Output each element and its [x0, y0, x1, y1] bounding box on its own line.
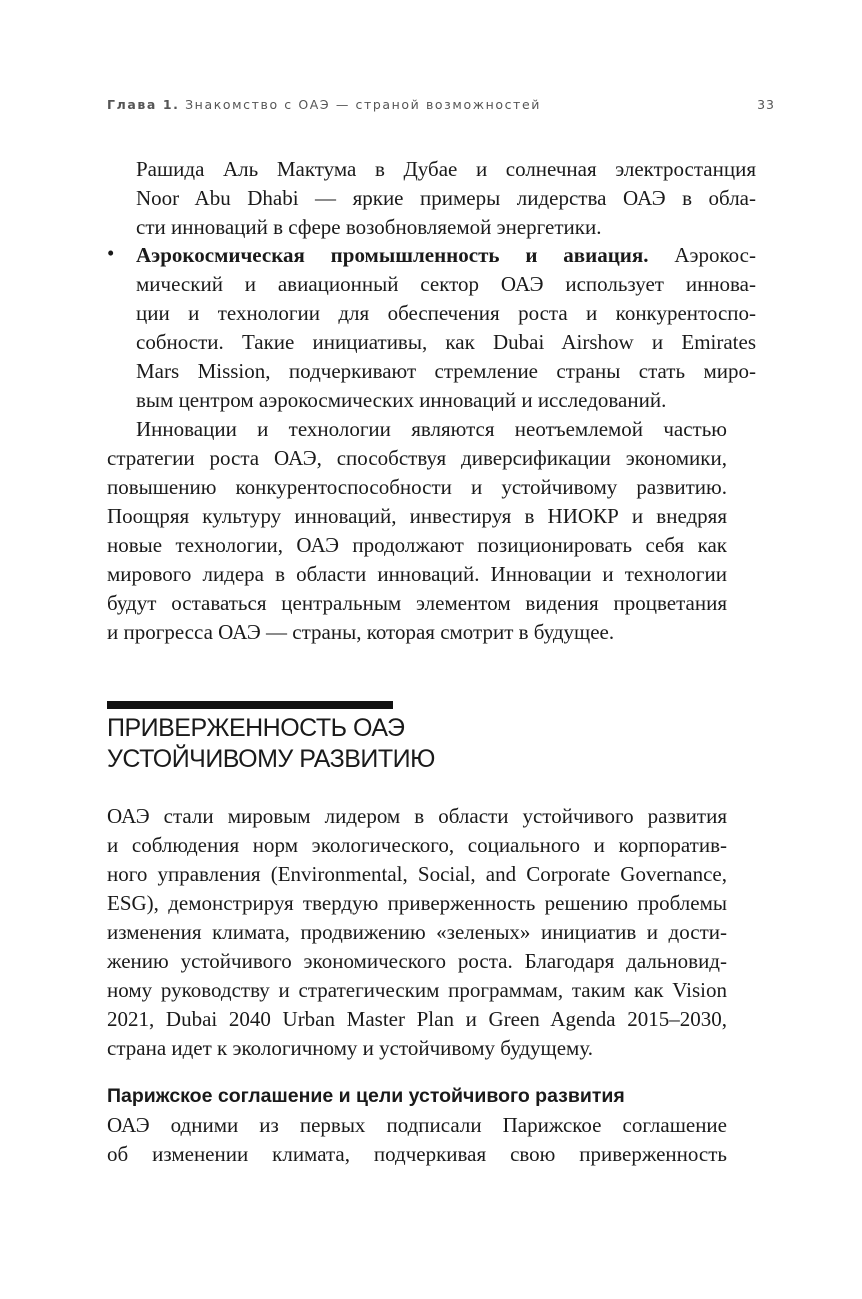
text-line: ОАЭ стали мировым лидером в области устойчивого развития — [107, 804, 727, 828]
text-line: мический и авиационный сектор ОАЭ использует иннова- — [136, 272, 756, 296]
text-line: изменения климата, продвижению «зеленых» инициатив и дости- — [107, 920, 727, 944]
text-line: Noor Abu Dhabi — яркие примеры лидерства ОАЭ в обла- — [136, 186, 756, 210]
text-line: повышению конкурентоспособности и устойчивому развитию. — [107, 475, 727, 499]
running-head — [107, 97, 775, 117]
section-title-line-1: ПРИВЕРЖЕННОСТЬ ОАЭ — [107, 714, 405, 742]
chapter-title: Знакомство с ОАЭ — страной возможностей — [179, 97, 541, 112]
text-line — [136, 241, 756, 270]
text-line: ESG), демонстрируя твердую приверженность решению проблемы — [107, 891, 727, 915]
text-line: Mars Mission, подчеркивают стремление страны стать миро- — [136, 359, 756, 383]
bullet-lead-rest: Аэрокос- — [648, 243, 756, 267]
text-line: вым центром аэрокосмических инноваций и исследований. — [136, 388, 667, 412]
text-line: Поощряя культуру инноваций, инвестируя в НИОКР и внедряя — [107, 504, 727, 528]
section-rule — [107, 701, 393, 709]
text-line: и соблюдения норм экологического, социального и корпоратив- — [107, 833, 727, 857]
paragraph-paris — [107, 1111, 727, 1169]
bullet-marker: • — [107, 241, 115, 265]
section-title-line-2: УСТОЙЧИВОМУ РАЗВИТИЮ — [107, 745, 435, 773]
text-line: и прогресса ОАЭ — страны, которая смотрит в будущее. — [107, 620, 615, 644]
bullet-item-aerospace — [107, 241, 756, 415]
text-line: стратегии роста ОАЭ, способствуя диверсификации экономики, — [107, 446, 727, 470]
text-line: новые технологии, ОАЭ продолжают позиционировать себя как — [107, 533, 727, 557]
page-number: 33 — [757, 97, 775, 112]
paragraph-innovations — [107, 415, 727, 647]
text-line: сти инноваций в сфере возобновляемой энергетики. — [136, 215, 602, 239]
text-line: ного управления (Environmental, Social, and Corporate Governance, — [107, 862, 727, 886]
text-line: Инновации и технологии являются неотъемлемой частью — [136, 417, 727, 441]
bullet-bold-lead: Аэрокосмическая промышленность и авиация. — [136, 243, 649, 267]
text-line: 2021, Dubai 2040 Urban Master Plan и Green Agenda 2015–2030, — [107, 1007, 727, 1031]
text-line: страна идет к экологичному и устойчивому будущему. — [107, 1036, 593, 1060]
text-line: ОАЭ одними из первых подписали Парижское соглашение — [107, 1113, 727, 1137]
text-line: собности. Такие инициативы, как Dubai Airshow и Emirates — [136, 330, 756, 354]
text-line: ному руководству и стратегическим программам, таким как Vision — [107, 978, 727, 1002]
text-line: будут оставаться центральным элементом видения процветания — [107, 591, 727, 615]
chapter-label: Глава 1. — [107, 97, 180, 112]
text-line: об изменении климата, подчеркивая свою приверженность — [107, 1142, 727, 1166]
text-line: ции и технологии для обеспечения роста и конкурентоспо- — [136, 301, 756, 325]
text-line: мирового лидера в области инноваций. Инновации и технологии — [107, 562, 727, 586]
text-line: Рашида Аль Мактума в Дубае и солнечная электростанция — [136, 157, 756, 181]
paragraph-sustainability — [107, 802, 727, 1063]
section-title — [107, 713, 747, 775]
text-line: жению устойчивого экономического роста. Благодаря дальновид- — [107, 949, 727, 973]
subsection-title: Парижское соглашение и цели устойчивого развития — [107, 1085, 625, 1107]
bullet-continuation — [107, 155, 756, 242]
